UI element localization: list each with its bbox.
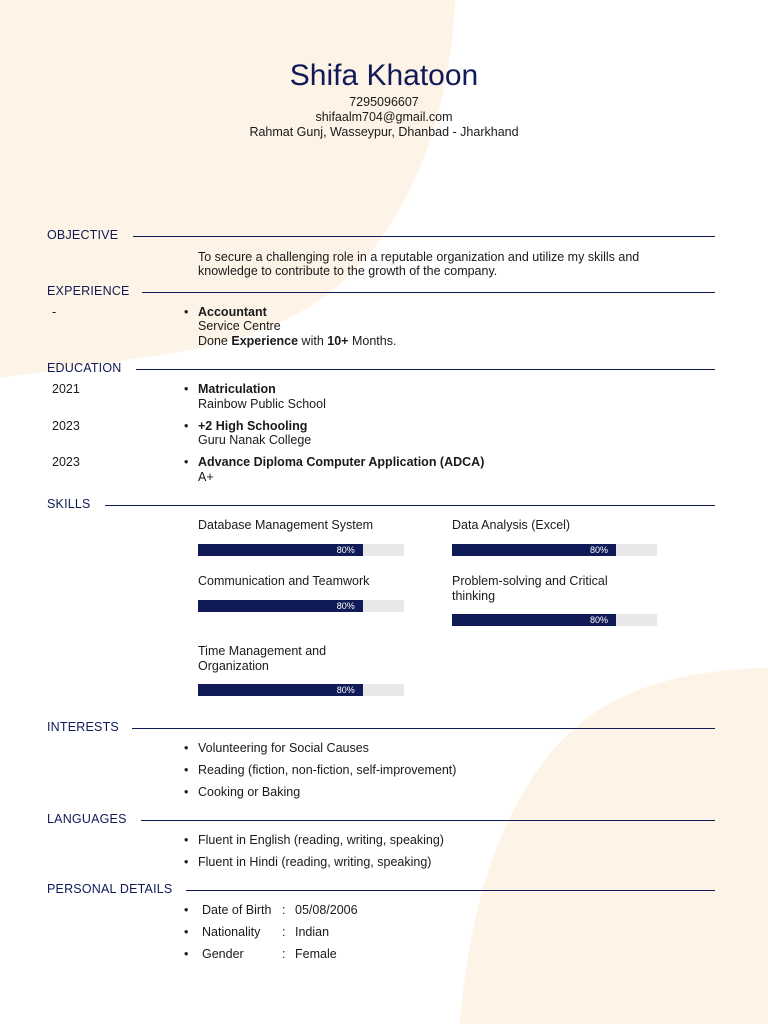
section-title-experience: EXPERIENCE bbox=[47, 284, 130, 298]
education-degree: +2 High Schooling bbox=[198, 419, 308, 433]
section-title-education: EDUCATION bbox=[47, 361, 122, 375]
skill-percent-label: 80% bbox=[589, 615, 608, 625]
education-school: Guru Nanak College bbox=[198, 433, 312, 447]
objective-text-line-2: knowledge to contribute to the growth of the company. bbox=[198, 264, 498, 278]
skill-name-line-2: thinking bbox=[452, 589, 496, 603]
education-year: 2023 bbox=[52, 455, 80, 469]
skill-progress-fill bbox=[198, 600, 363, 612]
bullet: • bbox=[184, 741, 189, 755]
resume-header bbox=[0, 58, 768, 140]
education-degree: Matriculation bbox=[198, 382, 276, 396]
personal-label: Nationality bbox=[202, 925, 261, 939]
skill-progress-bar bbox=[452, 544, 657, 556]
personal-value: 05/08/2006 bbox=[295, 903, 358, 917]
section-title-skills: SKILLS bbox=[47, 497, 91, 511]
desc-bold: Experience bbox=[231, 334, 299, 348]
skill-percent-label: 80% bbox=[589, 545, 608, 555]
objective-text-line-1: To secure a challenging role in a reputable organization and utilize my skills and bbox=[198, 250, 640, 264]
skill-name: Database Management System bbox=[198, 518, 374, 532]
desc-bold: 10+ bbox=[327, 334, 349, 348]
personal-label: Gender bbox=[202, 947, 244, 961]
language-item: Fluent in Hindi (reading, writing, speaking) bbox=[198, 855, 432, 869]
language-item: Fluent in English (reading, writing, speaking) bbox=[198, 833, 444, 847]
skill-progress-bar bbox=[198, 600, 404, 612]
personal-separator: : bbox=[282, 925, 286, 939]
skill-name: Time Management and bbox=[198, 644, 327, 658]
experience-company: Service Centre bbox=[198, 319, 281, 333]
skill-name: Communication and Teamwork bbox=[198, 574, 370, 588]
interest-item: Cooking or Baking bbox=[198, 785, 301, 799]
education-degree: Advance Diploma Computer Application (ADCA) bbox=[198, 455, 485, 469]
skill-progress-fill bbox=[198, 684, 363, 696]
skill-progress-bar bbox=[198, 684, 404, 696]
bullet: • bbox=[184, 903, 189, 917]
section-divider bbox=[141, 820, 715, 821]
bullet: • bbox=[184, 419, 189, 433]
personal-label: Date of Birth bbox=[202, 903, 272, 917]
desc-text: with bbox=[298, 334, 328, 348]
bullet: • bbox=[184, 855, 189, 869]
bullet: • bbox=[184, 925, 189, 939]
bullet: • bbox=[184, 382, 189, 396]
bullet: • bbox=[184, 305, 189, 319]
personal-separator: : bbox=[282, 947, 286, 961]
interest-item: Reading (fiction, non-fiction, self-improvement) bbox=[198, 763, 457, 777]
section-divider bbox=[142, 292, 715, 293]
education-year: 2021 bbox=[52, 382, 80, 396]
postal-address: Rahmat Gunj, Wasseypur, Dhanbad - Jharkhand bbox=[249, 125, 519, 139]
section-divider bbox=[186, 890, 715, 891]
interest-item: Volunteering for Social Causes bbox=[198, 741, 369, 755]
skill-name: Data Analysis (Excel) bbox=[452, 518, 571, 532]
experience-description bbox=[198, 334, 396, 349]
skill-progress-fill bbox=[452, 614, 616, 626]
section-title-interests: INTERESTS bbox=[47, 720, 119, 734]
skill-percent-label: 80% bbox=[336, 685, 355, 695]
experience-role: Accountant bbox=[198, 305, 267, 319]
bullet: • bbox=[184, 785, 189, 799]
experience-date: - bbox=[52, 305, 57, 319]
skill-name-line-2: Organization bbox=[198, 659, 269, 673]
bullet: • bbox=[184, 455, 189, 469]
section-divider bbox=[133, 236, 715, 237]
section-title-objective: OBJECTIVE bbox=[47, 228, 119, 242]
skill-progress-fill bbox=[198, 544, 363, 556]
candidate-name: Shifa Khatoon bbox=[289, 59, 479, 92]
education-year: 2023 bbox=[52, 419, 80, 433]
bullet: • bbox=[184, 947, 189, 961]
section-divider bbox=[105, 505, 715, 506]
personal-separator: : bbox=[282, 903, 286, 917]
bullet: • bbox=[184, 833, 189, 847]
section-title-languages: LANGUAGES bbox=[47, 812, 127, 826]
skill-progress-fill bbox=[452, 544, 616, 556]
section-divider bbox=[136, 369, 715, 370]
section-divider bbox=[132, 728, 715, 729]
personal-value: Female bbox=[295, 947, 337, 961]
email-address: shifaalm704@gmail.com bbox=[315, 110, 453, 124]
skill-name: Problem-solving and Critical bbox=[452, 574, 608, 588]
desc-text: Months. bbox=[348, 334, 397, 348]
education-school: Rainbow Public School bbox=[198, 397, 326, 411]
skill-percent-label: 80% bbox=[336, 601, 355, 611]
section-title-personal-details: PERSONAL DETAILS bbox=[47, 882, 173, 896]
personal-value: Indian bbox=[295, 925, 330, 939]
desc-text: Done bbox=[198, 334, 232, 348]
skill-percent-label: 80% bbox=[336, 545, 355, 555]
skill-progress-bar bbox=[452, 614, 657, 626]
bullet: • bbox=[184, 763, 189, 777]
education-school: A+ bbox=[198, 470, 214, 484]
skill-progress-bar bbox=[198, 544, 404, 556]
phone-number: 7295096607 bbox=[349, 95, 419, 109]
